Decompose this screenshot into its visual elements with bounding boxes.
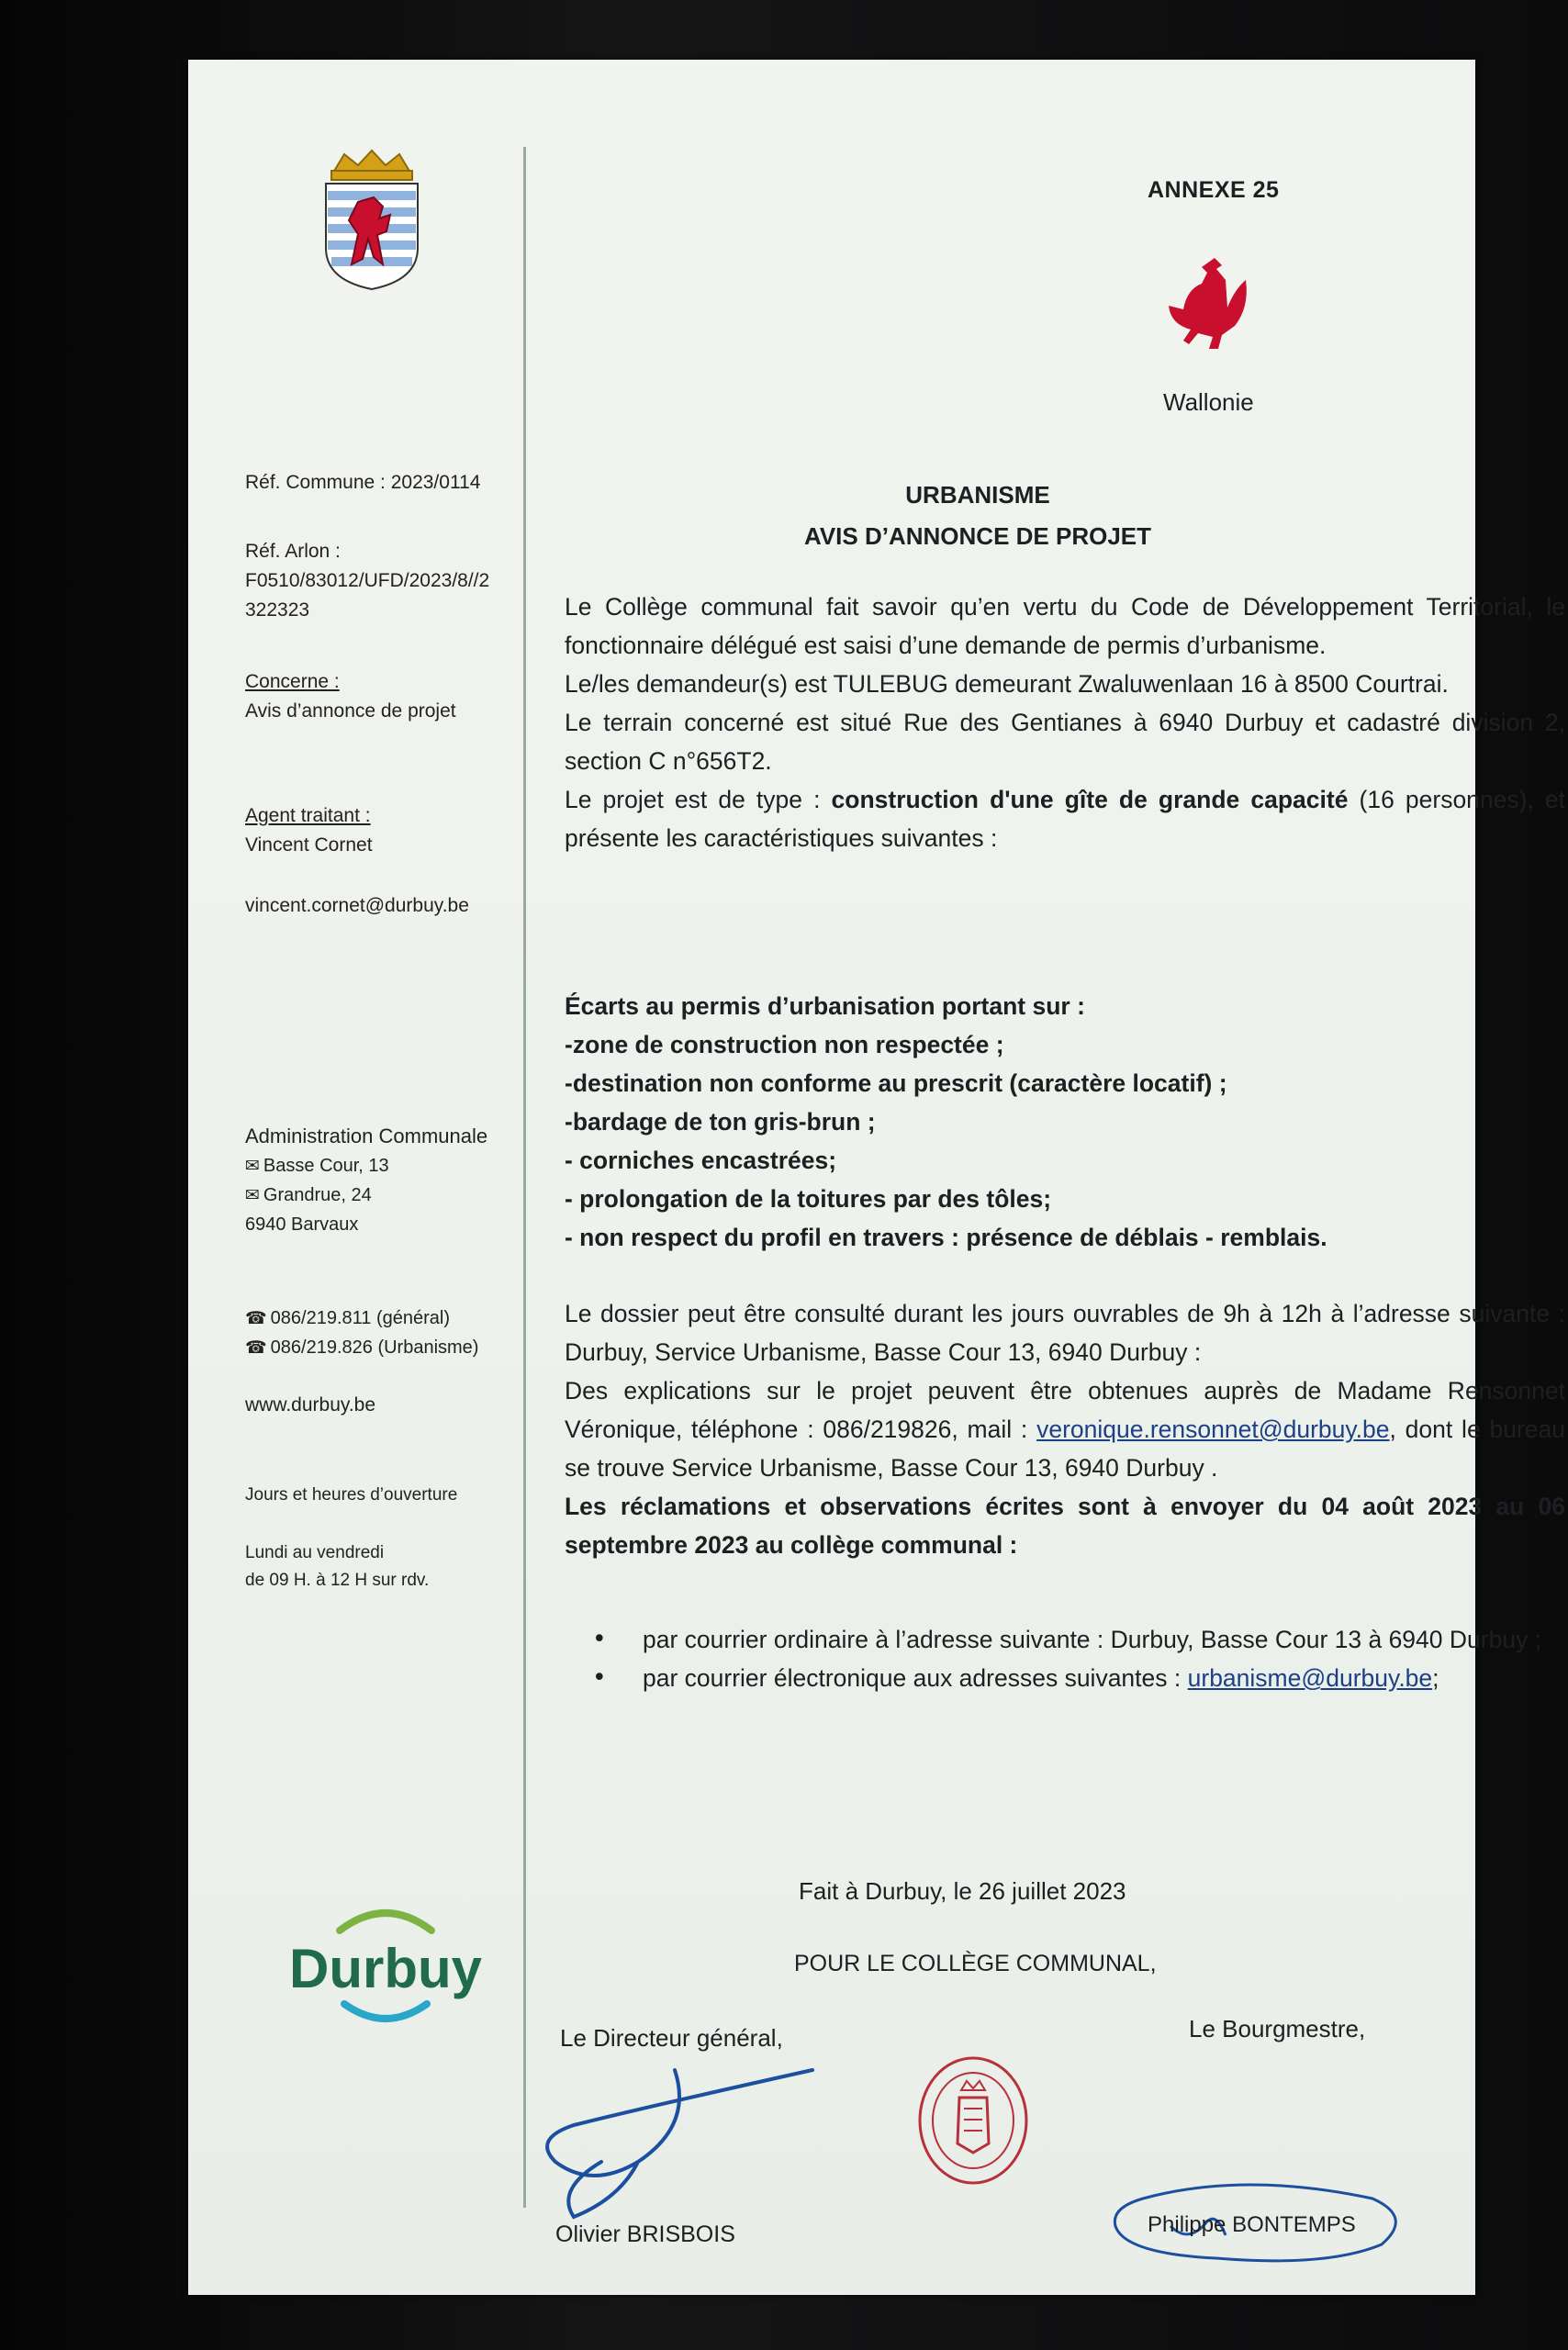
phone-icon: ☎ (245, 1308, 267, 1328)
ecart-item: -destination non conforme au prescrit (caractère locatif) ; (565, 1069, 1227, 1097)
concerne-label: Concerne : (245, 671, 340, 692)
phone-icon: ☎ (245, 1337, 267, 1358)
concerne-value: Avis d’annonce de projet (245, 700, 456, 722)
admin-address-1: Basse Cour, 13 (263, 1156, 389, 1176)
ref-commune: Réf. Commune : 2023/0114 (245, 472, 481, 493)
title-urbanisme: URBANISME (905, 481, 1050, 509)
ref-arlon-value-1: F0510/83012/UFD/2023/8//2 (245, 570, 490, 591)
bullet-email (643, 1659, 1565, 1697)
envelope-icon: ✉ (245, 1185, 260, 1205)
ref-arlon-value-2: 322323 (245, 599, 310, 621)
directeur-title: Le Directeur général, (560, 2024, 783, 2052)
bullet-icon: • (592, 1663, 607, 1692)
paragraph-reclamations: Les réclamations et observations écrites sont à envoyer du 04 août 2023 au 06 septembre 2023 au collège communal : (565, 1493, 1565, 1559)
website-link[interactable]: www.durbuy.be (245, 1394, 376, 1416)
paragraph-demandeur: Le/les demandeur(s) est TULEBUG demeurant Zwaluwenlaan 16 à 8500 Courtrai. (565, 670, 1449, 698)
consultation-paragraphs (565, 1294, 1565, 1564)
bullet-email-suffix: ; (1432, 1664, 1439, 1692)
bourgmestre-name: Philippe BONTEMPS (1148, 2212, 1356, 2237)
commune-seal-stamp (913, 2052, 1033, 2189)
paragraph-projet (565, 780, 1565, 857)
ref-arlon (245, 537, 489, 625)
place-date: Fait à Durbuy, le 26 juillet 2023 (799, 1877, 1126, 1905)
ecart-item: - prolongation de la toitures par des tôles; (565, 1185, 1052, 1213)
phone-general: 086/219.811 (général) (270, 1308, 451, 1328)
durbuy-logo (275, 1896, 496, 2033)
title-avis: AVIS D’ANNONCE DE PROJET (803, 522, 1151, 550)
luxembourg-crest-icon (317, 147, 427, 294)
submission-methods (592, 1620, 1565, 1697)
pour-college: POUR LE COLLÈGE COMMUNAL, (794, 1951, 1157, 1976)
directeur-name: Olivier BRISBOIS (555, 2221, 735, 2247)
ref-arlon-label: Réf. Arlon : (245, 541, 341, 562)
concerne-block (245, 667, 456, 726)
phone-urbanisme: 086/219.826 (Urbanisme) (270, 1337, 479, 1358)
ecart-item: - corniches encastrées; (565, 1147, 837, 1174)
bullet-email-prefix: par courrier électronique aux adresses suivantes : (643, 1664, 1188, 1692)
wallonie-label: Wallonie (1163, 388, 1254, 416)
agent-label: Agent traitant : (245, 805, 371, 826)
explications-prefix: Des explications sur le projet peuvent être obtenues auprès de Madame Rensonnet Véronique, téléphone : 086/219826, mail : (565, 1377, 1565, 1443)
paragraph-dossier: Le dossier peut être consulté durant les jours ouvrables de 9h à 12h à l’adresse suivante : Durbuy, Service Urbanisme, Basse Cour 13, 6940 Durbuy : (565, 1300, 1565, 1366)
hours-block (245, 1539, 429, 1595)
projet-suffix: (16 personnes), et présente les caractéristiques suivantes : (565, 786, 1566, 852)
paragraph-code: Le Collège communal fait savoir qu’en vertu du Code de Développement Territorial, le fonctionnaire délégué est saisi d’une demande de permis d’urbanisme. (565, 593, 1565, 659)
intro-paragraphs (565, 588, 1565, 857)
notice-document (188, 60, 1566, 2295)
paragraph-explications (565, 1371, 1565, 1487)
column-divider (523, 147, 526, 2208)
wallonie-rooster-icon (1161, 252, 1253, 353)
notice-title (702, 475, 1253, 557)
ecarts-list (565, 987, 1565, 1257)
ecart-item: -bardage de ton gris-brun ; (565, 1108, 876, 1136)
list-item (592, 1659, 1565, 1697)
admin-address-2: Grandrue, 24 (263, 1185, 372, 1205)
hours-time: de 09 H. à 12 H sur rdv. (245, 1571, 430, 1590)
admin-address-block (245, 1122, 487, 1239)
projet-prefix: Le projet est de type : (565, 786, 832, 813)
envelope-icon: ✉ (245, 1156, 260, 1176)
phone-block (245, 1304, 478, 1362)
agent-name: Vincent Cornet (245, 834, 373, 856)
agent-block (245, 801, 373, 860)
projet-type: construction d'une gîte de grande capacité (831, 786, 1349, 813)
hours-label: Jours et heures d’ouverture (245, 1485, 458, 1505)
bullet-courrier: par courrier ordinaire à l’adresse suivante : Durbuy, Basse Cour 13 à 6940 Durbuy ; (643, 1626, 1542, 1653)
ecart-item: -zone de construction non respectée ; (565, 1031, 1004, 1058)
durbuy-logo-text: Durbuy (289, 1938, 482, 1999)
hours-days: Lundi au vendredi (245, 1543, 385, 1562)
bourgmestre-title: Le Bourgmestre, (1189, 2015, 1366, 2042)
ecart-item: - non respect du profil en travers : présence de déblais - remblais. (565, 1224, 1327, 1251)
bullet-icon: • (592, 1625, 607, 1653)
admin-title: Administration Communale (245, 1125, 488, 1147)
agent-email[interactable]: vincent.cornet@durbuy.be (245, 895, 469, 916)
explications-suffix: , dont le bureau se trouve Service Urbanisme, Basse Cour 13, 6940 Durbuy . (565, 1416, 1566, 1482)
admin-city: 6940 Barvaux (245, 1214, 359, 1235)
contact-email-link[interactable]: veronique.rensonnet@durbuy.be (1036, 1416, 1390, 1443)
annexe-number: ANNEXE 25 (1148, 177, 1280, 203)
ecarts-title: Écarts au permis d’urbanisation portant sur : (565, 992, 1085, 1020)
directeur-signature (537, 2052, 831, 2226)
list-item (592, 1620, 1565, 1659)
paragraph-terrain: Le terrain concerné est situé Rue des Gentianes à 6940 Durbuy et cadastré division 2, section C n°656T2. (565, 709, 1565, 775)
urbanisme-email-link[interactable]: urbanisme@durbuy.be (1187, 1664, 1433, 1692)
